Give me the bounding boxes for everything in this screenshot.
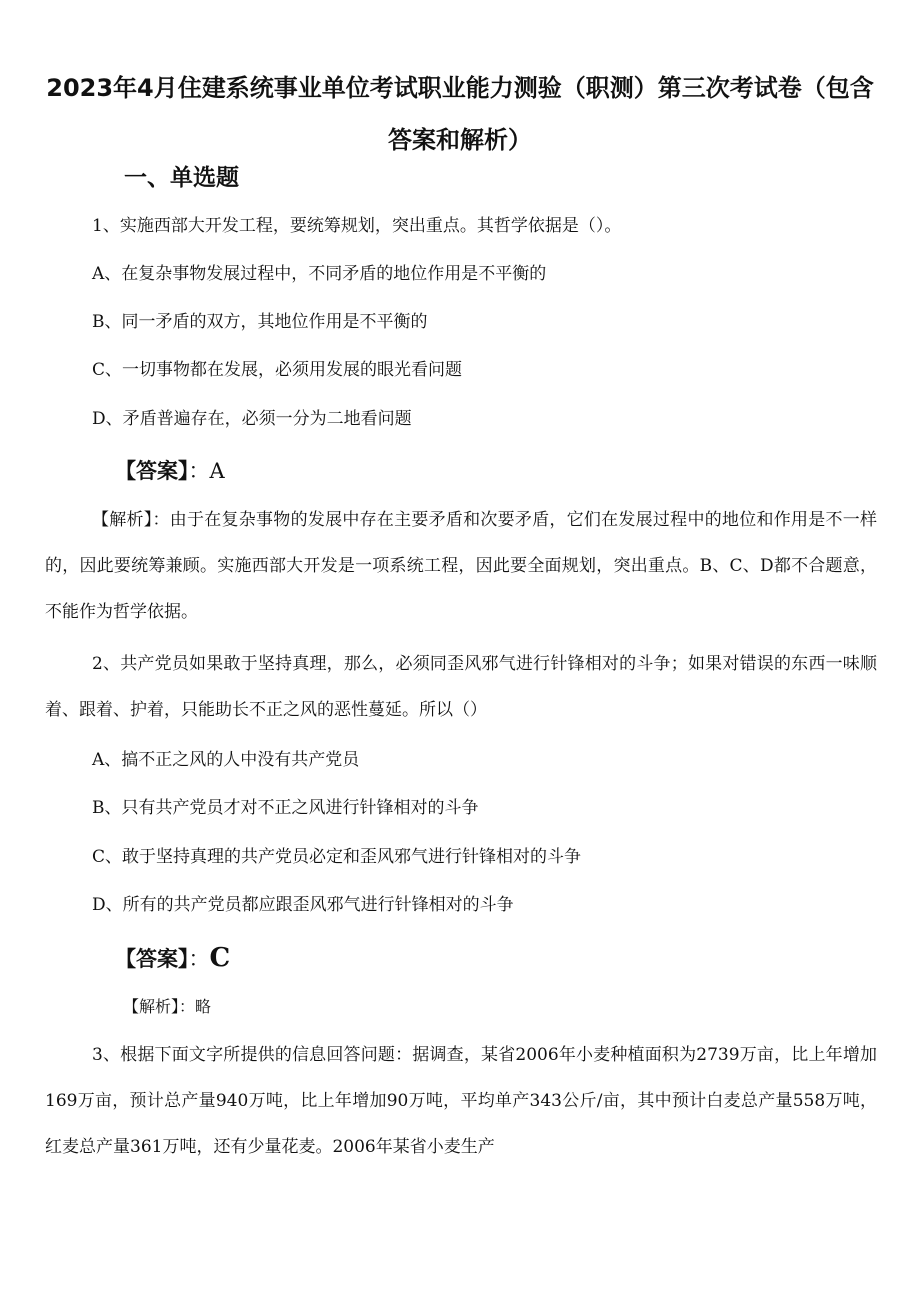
answer-separator: ： [188, 459, 210, 483]
answer-value: A [209, 459, 225, 483]
question-2-option-c: C、敢于坚持真理的共产党员必定和歪风邪气进行针锋相对的斗争 [92, 847, 582, 867]
question-1-stem: 1、实施西部大开发工程，要统筹规划，突出重点。其哲学依据是（）。 [92, 216, 622, 236]
question-2-explanation: 【解析】：略 [123, 997, 212, 1016]
question-1-option-a: A、在复杂事物发展过程中，不同矛盾的地位作用是不平衡的 [92, 264, 547, 284]
question-1-answer [115, 454, 225, 488]
question-1-option-b: B、同一矛盾的双方，其地位作用是不平衡的 [92, 312, 428, 332]
question-1-option-d: D、矛盾普遍存在，必须一分为二地看问题 [92, 409, 412, 429]
question-2-option-a: A、搞不正之风的人中没有共产党员 [92, 750, 360, 770]
question-2-stem: 2、共产党员如果敢于坚持真理，那么，必须同歪风邪气进行针锋相对的斗争；如果对错误的东西一味顺着、跟着、护着，只能助长不正之风的恶性蔓延。所以（） [45, 654, 877, 720]
answer-value: C [209, 943, 231, 973]
question-2-answer [115, 941, 230, 976]
section-heading: 一、单选题 [124, 165, 239, 191]
question-1-option-c: C、一切事物都在发展，必须用发展的眼光看问题 [92, 360, 463, 380]
question-2-option-d: D、所有的共产党员都应跟歪风邪气进行针锋相对的斗争 [92, 895, 514, 915]
question-1-explanation: 【解析】：由于在复杂事物的发展中存在主要矛盾和次要矛盾，它们在发展过程中的地位和作用是不一样的，因此要统筹兼顾。实施西部大开发是一项系统工程，因此要全面规划，突出重点。B、C、D都不合题意，不能作为哲学依据。 [45, 510, 877, 622]
answer-label: 【答案】 [115, 459, 189, 483]
document-title: 2023年4月住建系统事业单位考试职业能力测验（职测）第三次考试卷（包含答案和解析） [46, 74, 874, 154]
question-3-stem: 3、根据下面文字所提供的信息回答问题：据调查，某省2006年小麦种植面积为2739万亩，比上年增加169万亩，预计总产量940万吨，比上年增加90万吨，平均单产343公斤/亩，其中预计白麦总产量558万吨，红麦总产量361万吨，还有少量花麦。2006年某省小麦生产 [45, 1045, 877, 1157]
answer-label: 【答案】 [115, 947, 189, 971]
question-2-option-b: B、只有共产党员才对不正之风进行针锋相对的斗争 [92, 798, 479, 818]
answer-separator: ： [188, 947, 210, 971]
